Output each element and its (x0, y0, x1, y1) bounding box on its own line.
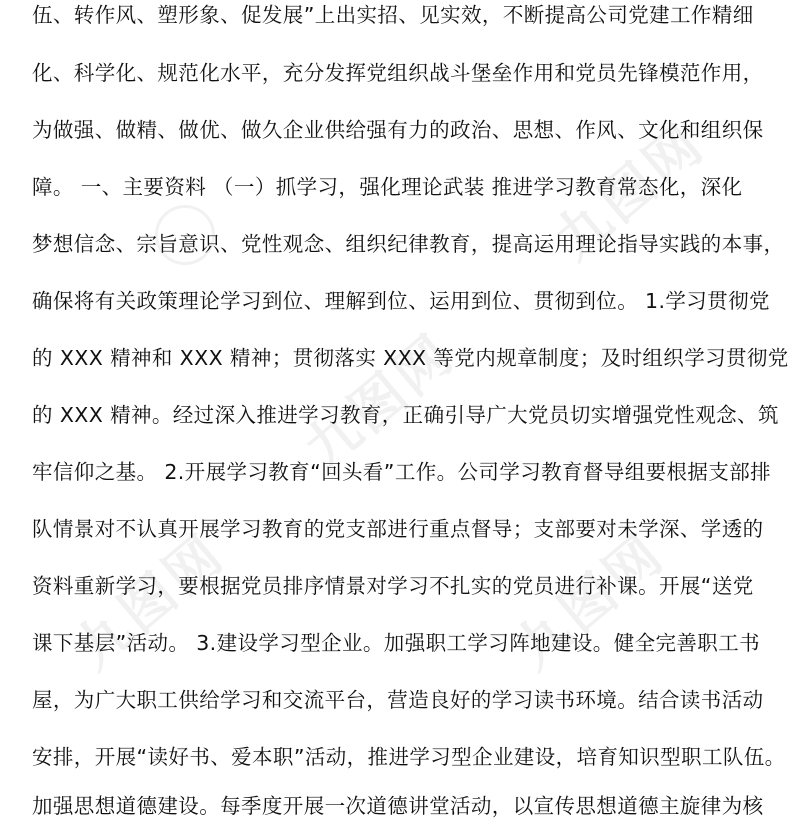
body-text-line-1: 伍、转作风、塑形象、促发展”上出实招、见实效，不断提高公司党建工作精细 (32, 3, 754, 27)
body-text-line-8: 的 XXX 精神。经过深入推进学习教育，正确引导广大党员切实增强党性观念、筑 (32, 403, 779, 427)
body-text-line-12: 课下基层”活动。 3.建设学习型企业。加强职工学习阵地建设。健全完善职工书 (32, 631, 760, 655)
body-text-line-9: 牢信仰之基。 2.开展学习教育“回头看”工作。公司学习教育督导组要根据支部排 (32, 460, 772, 484)
body-text-line-13: 屋，为广大职工供给学习和交流平台，营造良好的学习读书环境。结合读书活动 (32, 688, 764, 712)
body-text-line-2: 化、科学化、规范化水平，充分发挥党组织战斗堡垒作用和党员先锋模范作用， (32, 61, 764, 85)
body-text-line-4: 障。 一、主要资料 （一）抓学习，强化理论武装 推进学习教育常态化，深化 (32, 175, 743, 199)
body-text-line-11: 资料重新学习，要根据党员排序情景对学习不扎实的党员进行补课。开展“送党 (32, 574, 754, 598)
watermark: 九图网 (502, 521, 677, 682)
body-text-line-5: 梦想信念、宗旨意识、党性观念、组织纪律教育，提高运用理论指导实践的本事， (32, 232, 785, 256)
body-text-line-3: 为做强、做精、做优、做久企业供给强有力的政治、思想、作风、文化和组织保 (32, 118, 764, 142)
body-text-line-14: 安排，开展“读好书、爱本职”活动，推进学习型企业建设，培育知识型职工队伍。 (32, 745, 786, 769)
body-text-line-7: 的 XXX 精神和 XXX 精神；贯彻落实 XXX 等党内规章制度；及时组织学习贯彻党 (32, 346, 789, 370)
watermark: 九图网 (542, 111, 717, 272)
body-text-line-10: 队情景对不认真开展学习教育的党支部进行重点督导；支部要对未学深、学透的 (32, 517, 764, 541)
watermark: 九图网 (292, 321, 467, 482)
watermark: 九图网 (62, 521, 237, 682)
body-text-line-6: 确保将有关政策理论学习到位、理解到位、运用到位、贯彻到位。 1.学习贯彻党 (32, 289, 770, 313)
body-text-line-15: 加强思想道德建设。每季度开展一次道德讲堂活动，以宣传思想道德主旋律为核 (32, 794, 764, 818)
